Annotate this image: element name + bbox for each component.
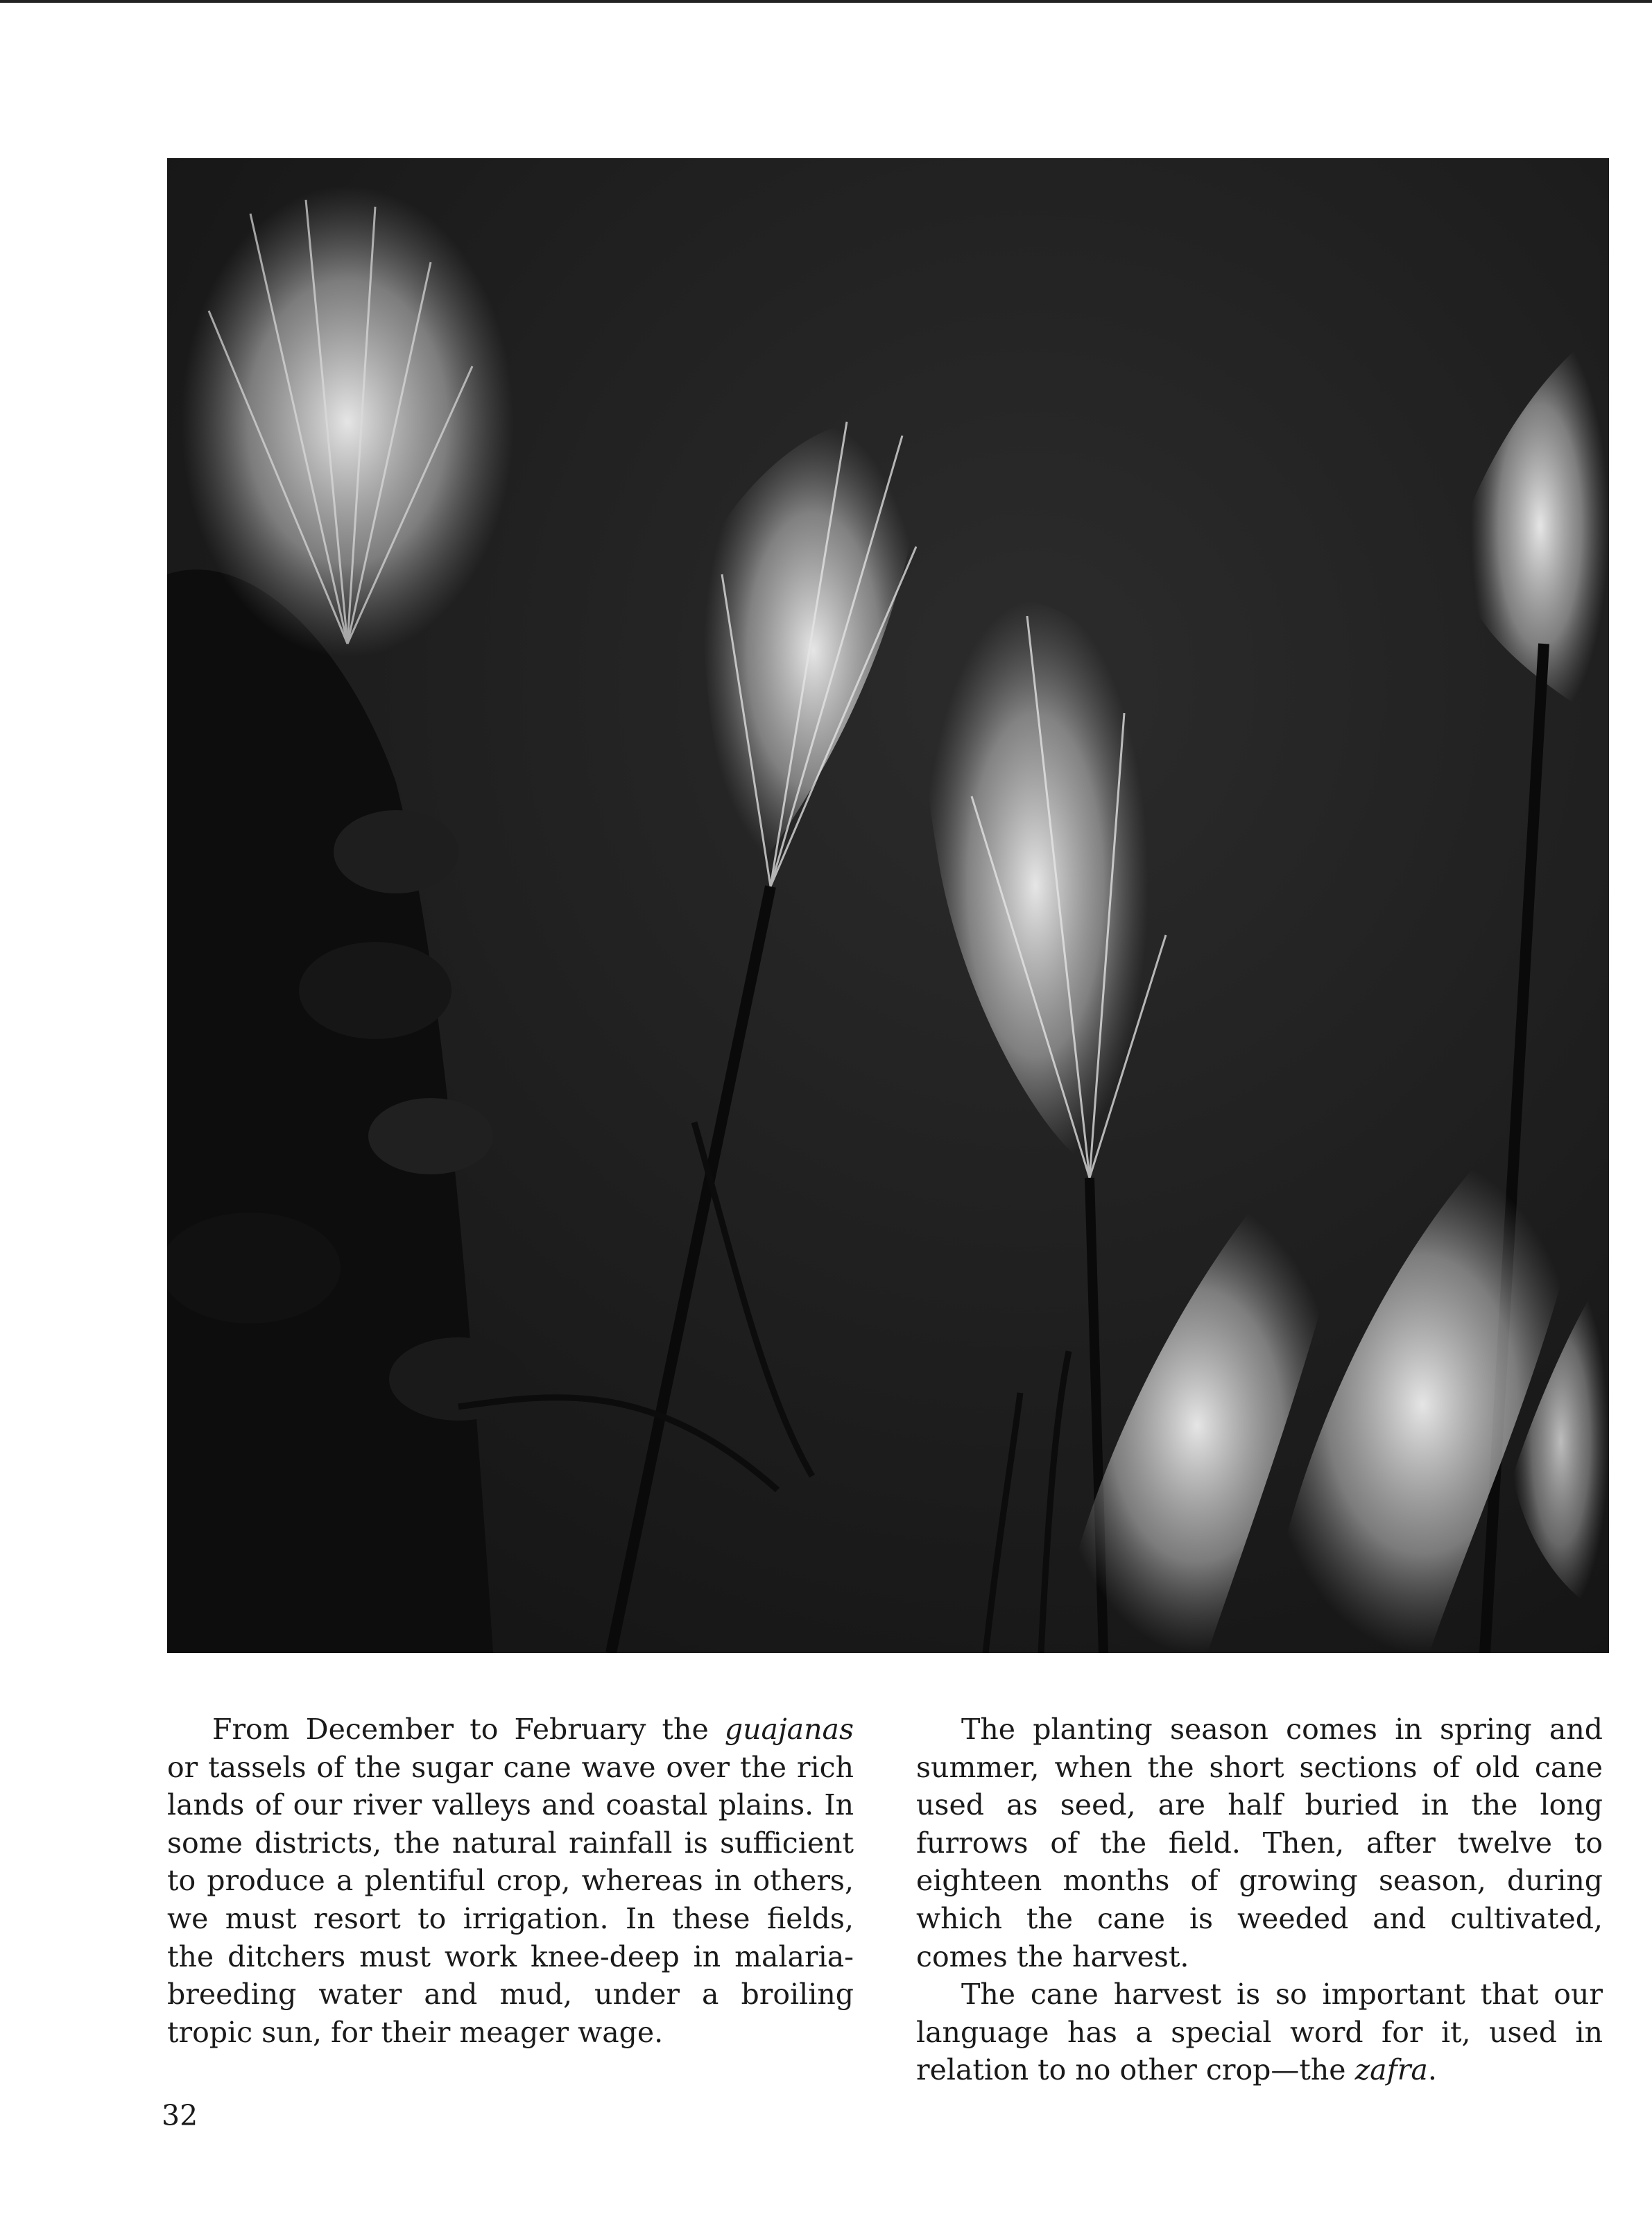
left-para-text-1: From December to February the (212, 1713, 725, 1746)
left-tassel (181, 186, 514, 658)
guajanas-term: guajanas (724, 1713, 854, 1746)
right-para2-text-1: The cane harvest is so important that our language has a special word for it, used in relation to no other crop—the (916, 1978, 1603, 2087)
right-paragraph-2 (916, 1975, 1603, 2089)
left-para-text-2: or tassels of the sugar cane wave over the rich lands of our river valleys and coastal plains. In some districts, the natural rainfall is sufficient to produce a plentiful crop, whereas in others, we must resort to irrigation. In these fields, the ditchers must work knee-deep in malaria-breeding water and mud, under a broiling tropic sun, for their meager wage. (167, 1750, 854, 2049)
article-left-column (167, 1711, 854, 2051)
zafra-term: zafra (1354, 2053, 1428, 2087)
top-rule (0, 0, 1652, 3)
photo-illustration (167, 158, 1609, 1653)
sugar-cane-photo (167, 158, 1609, 1653)
article-right-column (916, 1711, 1603, 2089)
page-number: 32 (162, 2099, 198, 2132)
right-para2-text-2: . (1427, 2053, 1437, 2087)
right-paragraph-1: The planting season comes in spring and summer, when the short sections of old cane used as seed, are half buried in the long furrows of the field. Then, after twelve to eighteen months of growing season, during which the cane is weeded and cultivated, comes the harvest. (916, 1713, 1603, 1973)
left-paragraph (167, 1711, 854, 2051)
